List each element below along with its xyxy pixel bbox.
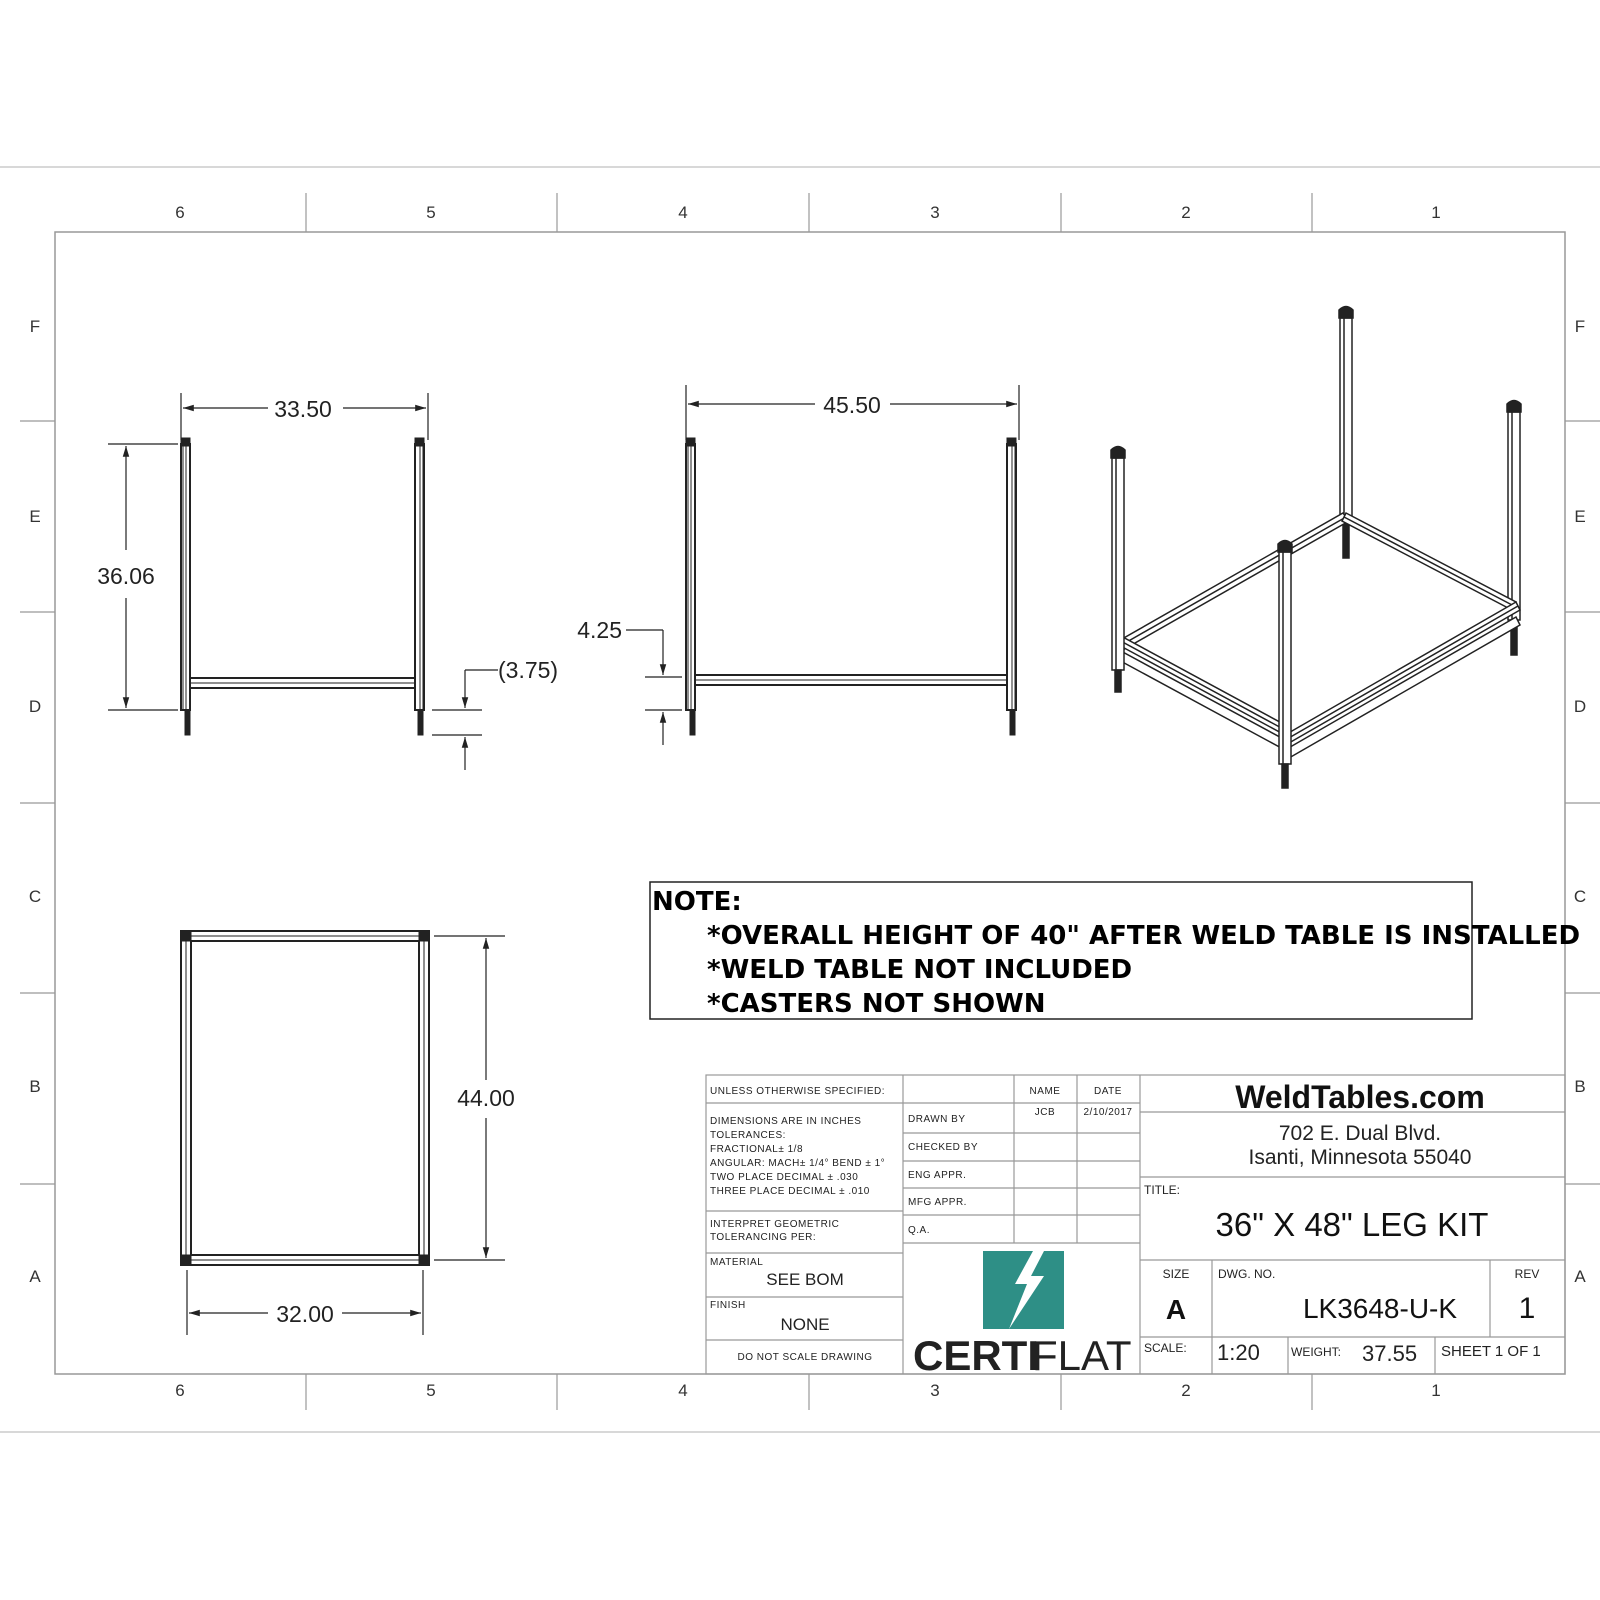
scale-value: 1:20	[1217, 1340, 1260, 1365]
qa-label: Q.A.	[908, 1225, 931, 1236]
front-width-label: 33.50	[274, 396, 332, 422]
tolerance-line-6: THREE PLACE DECIMAL ± .010	[710, 1186, 870, 1197]
note-line-1: *OVERALL HEIGHT OF 40" AFTER WELD TABLE IS INSTALLED	[707, 921, 1581, 951]
unless-specified-label: UNLESS OTHERWISE SPECIFIED:	[710, 1086, 886, 1097]
foot-offset-dimension	[432, 670, 498, 770]
brace-height-dimension	[626, 630, 682, 745]
zone-col-bottom-2: 2	[1181, 1381, 1191, 1400]
weight-value: 37.55	[1362, 1341, 1418, 1366]
tolerance-line-2: TOLERANCES:	[710, 1130, 786, 1141]
zone-row-right-e: E	[1574, 507, 1586, 526]
front-view	[181, 438, 424, 735]
address-line-1: 702 E. Dual Blvd.	[1278, 1122, 1442, 1145]
zone-row-left-e: E	[29, 507, 41, 526]
size-label: SIZE	[1162, 1267, 1190, 1281]
tolerance-line-3: FRACTIONAL± 1/8	[710, 1144, 804, 1155]
zone-row-left-a: A	[29, 1267, 41, 1286]
certiflat-logo-mark	[983, 1251, 1064, 1329]
foot-offset-label: (3.75)	[498, 657, 559, 683]
zone-row-right-a: A	[1574, 1267, 1586, 1286]
date-header: DATE	[1094, 1086, 1122, 1097]
eng-appr-label: ENG APPR.	[908, 1170, 967, 1181]
brace-height-label: 4.25	[577, 617, 622, 643]
interpret-line-2: TOLERANCING PER:	[710, 1232, 817, 1243]
size-value: A	[1165, 1294, 1187, 1325]
zone-row-left-f: F	[29, 317, 41, 336]
dwg-no-label: DWG. NO.	[1218, 1267, 1276, 1281]
logo-text-light: FLAT	[1032, 1332, 1132, 1379]
logo-text-bold: CERTI	[913, 1332, 1039, 1379]
rev-value: 1	[1518, 1292, 1536, 1325]
company-name: WeldTables.com	[1235, 1079, 1485, 1115]
dwg-no-value: LK3648-U-K	[1302, 1293, 1458, 1324]
zone-col-bottom-4: 4	[678, 1381, 688, 1400]
weight-label: WEIGHT:	[1291, 1345, 1341, 1359]
zone-col-top-3: 3	[930, 203, 940, 222]
top-depth-label: 44.00	[457, 1085, 515, 1111]
zone-col-top-6: 6	[175, 203, 185, 222]
scale-label: SCALE:	[1144, 1341, 1187, 1355]
zone-col-top-2: 2	[1181, 203, 1191, 222]
tolerance-line-1: DIMENSIONS ARE IN INCHES	[710, 1116, 862, 1127]
note-line-3: *CASTERS NOT SHOWN	[707, 989, 1046, 1019]
zone-col-bottom-1: 1	[1431, 1381, 1441, 1400]
zone-row-right-b: B	[1574, 1077, 1586, 1096]
interpret-line-1: INTERPRET GEOMETRIC	[710, 1219, 840, 1230]
side-width-label: 45.50	[823, 392, 881, 418]
sheet-label: SHEET 1 OF 1	[1441, 1343, 1541, 1360]
side-view	[686, 438, 1016, 735]
note-heading: NOTE:	[652, 887, 742, 917]
tolerance-line-4: ANGULAR: MACH± 1/4° BEND ± 1°	[710, 1158, 886, 1169]
drawing-title: 36" X 48" LEG KIT	[1215, 1206, 1489, 1243]
note-line-2: *WELD TABLE NOT INCLUDED	[707, 955, 1133, 985]
isometric-view	[1111, 307, 1521, 789]
zone-row-right-c: C	[1573, 887, 1587, 906]
zone-col-bottom-5: 5	[426, 1381, 436, 1400]
zone-row-left-c: C	[28, 887, 42, 906]
zone-row-right-f: F	[1574, 317, 1586, 336]
front-height-label: 36.06	[97, 563, 155, 589]
finish-value: NONE	[780, 1315, 830, 1334]
zone-row-right-d: D	[1573, 697, 1587, 716]
zone-row-left-d: D	[28, 697, 42, 716]
material-value: SEE BOM	[766, 1270, 844, 1289]
zone-col-top-4: 4	[678, 203, 688, 222]
rev-label: REV	[1514, 1267, 1540, 1281]
zone-col-bottom-3: 3	[930, 1381, 940, 1400]
certiflat-logo	[913, 1251, 1132, 1379]
title-label: TITLE:	[1144, 1183, 1181, 1197]
checked-by-label: CHECKED BY	[908, 1142, 979, 1153]
name-header: NAME	[1029, 1086, 1061, 1097]
finish-label: FINISH	[710, 1300, 746, 1311]
material-label: MATERIAL	[710, 1257, 764, 1268]
drawn-by-name: JCB	[1034, 1107, 1056, 1118]
mfg-appr-label: MFG APPR.	[908, 1197, 967, 1208]
top-view	[181, 931, 429, 1265]
zone-row-left-b: B	[29, 1077, 41, 1096]
address-line-2: Isanti, Minnesota 55040	[1248, 1146, 1472, 1169]
tolerance-line-5: TWO PLACE DECIMAL ± .030	[710, 1172, 859, 1183]
drawn-by-label: DRAWN BY	[908, 1114, 966, 1125]
do-not-scale-label: DO NOT SCALE DRAWING	[737, 1352, 873, 1363]
zone-col-bottom-6: 6	[175, 1381, 185, 1400]
zone-col-top-1: 1	[1431, 203, 1441, 222]
zone-col-top-5: 5	[426, 203, 436, 222]
drawn-by-date: 2/10/2017	[1083, 1107, 1133, 1118]
top-width-label: 32.00	[276, 1301, 334, 1327]
